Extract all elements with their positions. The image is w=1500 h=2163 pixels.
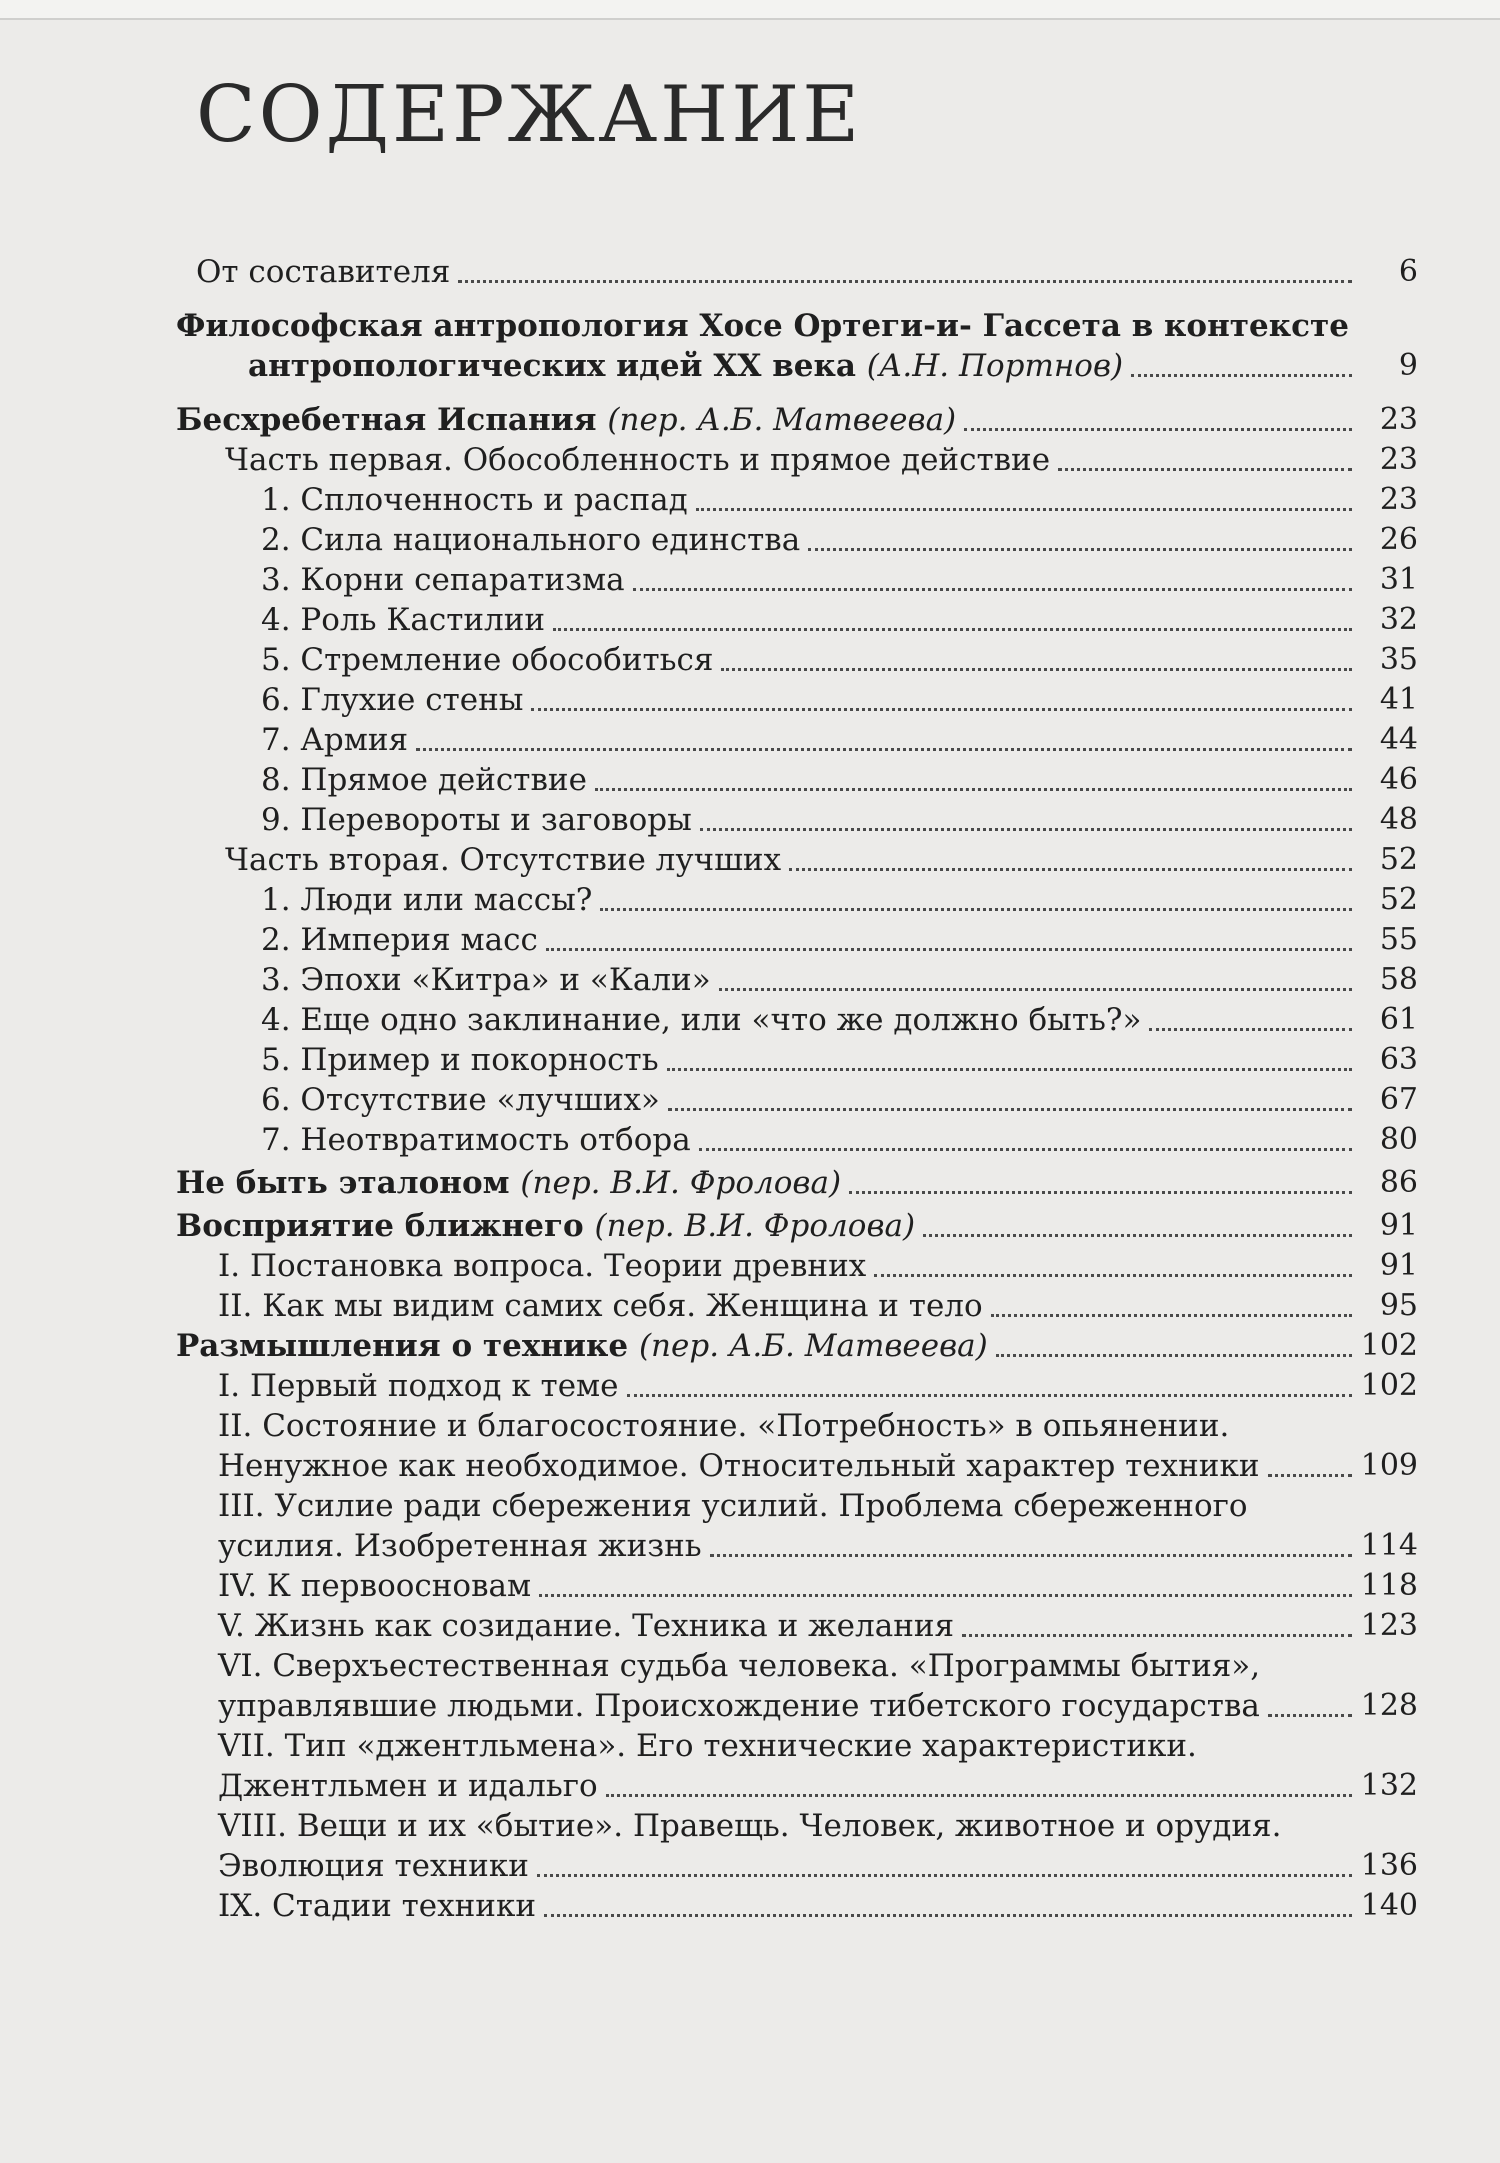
toc-entry-title: 7. Армия [261, 722, 409, 758]
dot-leader [537, 1873, 1352, 1877]
toc-page-number: 132 [1360, 1768, 1418, 1803]
toc-entry-title: 9. Перевороты и заговоры [261, 802, 692, 838]
toc-entry-title: V. Жизнь как созидание. Техника и желания [218, 1608, 955, 1644]
toc-entry[interactable] [0, 800, 1500, 840]
toc-page-number: 32 [1379, 602, 1418, 637]
dot-leader [553, 627, 1352, 631]
toc-entry-author: пер. В.И. Фролова [532, 1165, 829, 1201]
toc-entry-title: Часть вторая. Отсутствие лучших [225, 842, 782, 878]
toc-entry-title: I. Постановка вопроса. Теории древних [218, 1248, 867, 1284]
toc-entry[interactable] [0, 840, 1500, 880]
toc-entry-title: Размышления о технике [176, 1328, 629, 1364]
dot-leader [719, 987, 1352, 991]
toc-page-number: 46 [1379, 762, 1418, 797]
toc-entry-title: От составителя [196, 254, 451, 290]
toc-page-number: 48 [1379, 802, 1418, 837]
toc-entry-title-line-2: Эволюция техники [218, 1848, 529, 1884]
toc-entry-title: 6. Глухие стены [261, 682, 524, 718]
toc-entry[interactable] [0, 1566, 1500, 1606]
toc-page-number: 123 [1360, 1608, 1418, 1643]
toc-entry-title-line-1: VI. Сверхъестественная судьба человека. «Программы бытия», [218, 1648, 1261, 1684]
toc-page-number: 41 [1379, 682, 1418, 717]
dot-leader [1268, 1473, 1353, 1477]
toc-page-number: 95 [1379, 1288, 1418, 1323]
toc-entry-title-line-2: антропологических идей XX века [248, 348, 856, 384]
toc-entry-title: Часть первая. Обособленность и прямое действие [225, 442, 1051, 478]
dot-leader [539, 1593, 1352, 1597]
toc-entry-title: 1. Сплоченность и распад [261, 482, 688, 518]
toc-entry[interactable]: Не быть эталоном (пер. В.И. Фролова) 86 [176, 1165, 1418, 1201]
toc-entry-title-line-2: Ненужное как необходимое. Относительный характер техники [218, 1448, 1260, 1484]
toc-entry-title: 5. Стремление обособиться [261, 642, 714, 678]
toc-entry-title: 7. Неотвратимость отбора [261, 1122, 691, 1158]
dot-leader [964, 427, 1352, 431]
toc-entry-title: Бесхребетная Испания [176, 402, 597, 438]
toc-entry[interactable] [0, 1040, 1500, 1080]
toc-entry[interactable] [0, 920, 1500, 960]
toc-page-number: 23 [1379, 482, 1418, 517]
toc-page-number: 118 [1360, 1568, 1418, 1603]
toc-page-number: 109 [1360, 1448, 1418, 1483]
toc-page-number: 140 [1360, 1888, 1418, 1923]
toc-entry[interactable] [0, 600, 1500, 640]
toc-page-number: 6 [1398, 254, 1418, 289]
dot-leader [696, 507, 1352, 511]
toc-entry-title: 2. Империя масс [261, 922, 538, 958]
toc-entry[interactable] [0, 880, 1500, 920]
dot-leader [458, 279, 1352, 283]
toc-page-number: 23 [1379, 442, 1418, 477]
dot-leader [633, 587, 1352, 591]
dot-leader [606, 1793, 1352, 1797]
dot-leader [1131, 373, 1352, 377]
dot-leader [595, 787, 1352, 791]
table-of-contents [0, 250, 1500, 1926]
toc-entry[interactable] [0, 640, 1500, 680]
toc-entry[interactable] [0, 720, 1500, 760]
dot-leader [923, 1233, 1352, 1237]
toc-entry-title-line-1: II. Состояние и благосостояние. «Потребность» в опьянении. [218, 1408, 1230, 1444]
dot-leader [668, 1107, 1352, 1111]
toc-entry-title: Восприятие ближнего [176, 1208, 584, 1244]
toc-entry-title: 6. Отсутствие «лучших» [261, 1082, 660, 1118]
toc-entry-title-line-2: Джентльмен и идальго [218, 1768, 598, 1804]
toc-entry[interactable]: Размышления о технике (пер. А.Б. Матвеева) 102 [176, 1328, 1418, 1364]
toc-page-number: 52 [1379, 842, 1418, 877]
dot-leader [546, 947, 1352, 951]
toc-entry-title: 4. Еще одно заклинание, или «что же должно быть?» [261, 1002, 1142, 1038]
dot-leader [1058, 467, 1352, 471]
toc-entry-title: Не быть эталоном [176, 1165, 510, 1201]
toc-page-number: 80 [1379, 1122, 1418, 1157]
toc-entry[interactable] [0, 1120, 1500, 1160]
toc-entry-author: А.Н. Портнов [878, 348, 1112, 384]
toc-entry[interactable] [0, 680, 1500, 720]
toc-entry[interactable] [0, 1366, 1500, 1406]
dot-leader [667, 1067, 1352, 1071]
dot-leader [544, 1913, 1352, 1917]
toc-entry-author: пер. В.И. Фролова [606, 1208, 903, 1244]
dot-leader [416, 747, 1352, 751]
dot-leader [699, 1147, 1352, 1151]
toc-page-number: 9 [1398, 348, 1418, 383]
toc-page-number: 67 [1379, 1082, 1418, 1117]
toc-entry-title: 1. Люди или массы? [261, 882, 593, 918]
toc-entry[interactable]: Восприятие ближнего (пер. В.И. Фролова) 91 [176, 1208, 1418, 1244]
dot-leader [710, 1553, 1352, 1557]
toc-page-number: 63 [1379, 1042, 1418, 1077]
toc-entry[interactable] [0, 1000, 1500, 1040]
dot-leader [808, 547, 1352, 551]
dot-leader [996, 1353, 1352, 1357]
toc-page-number: 35 [1379, 642, 1418, 677]
toc-page-number: 61 [1379, 1002, 1418, 1037]
toc-entry[interactable] [0, 520, 1500, 560]
toc-entry-title: 4. Роль Кастилии [261, 602, 546, 638]
toc-entry-title: I. Первый подход к теме [218, 1368, 619, 1404]
toc-entry[interactable] [0, 1646, 1500, 1726]
toc-page-number: 23 [1379, 402, 1418, 437]
toc-entry-title: 3. Эпохи «Китра» и «Кали» [261, 962, 711, 998]
toc-entry[interactable] [0, 960, 1500, 1000]
toc-page-number: 102 [1360, 1368, 1418, 1403]
toc-entry-author: пер. А.Б. Матвеева [651, 1328, 976, 1364]
toc-entry-title: IV. К первоосновам [218, 1568, 532, 1604]
dot-leader [991, 1313, 1352, 1317]
dot-leader [600, 907, 1352, 911]
dot-leader [849, 1190, 1352, 1194]
dot-leader [627, 1393, 1352, 1397]
toc-entry[interactable] [0, 440, 1500, 480]
toc-page-number: 26 [1379, 522, 1418, 557]
dot-leader [700, 827, 1352, 831]
toc-entry-title-line-2: управлявшие людьми. Происхождение тибетского государства [218, 1688, 1260, 1724]
toc-page-number: 44 [1379, 722, 1418, 757]
toc-entry-title: 3. Корни сепаратизма [261, 562, 625, 598]
toc-page-number: 52 [1379, 882, 1418, 917]
toc-entry[interactable] [0, 760, 1500, 800]
dot-leader [874, 1273, 1352, 1277]
toc-entry-title-line-1: Философская антропология Хосе Ортеги-и- Гассета в контексте [176, 308, 1349, 344]
toc-page-number: 55 [1379, 922, 1418, 957]
dot-leader [1268, 1713, 1352, 1717]
toc-entry[interactable] [0, 480, 1500, 520]
dot-leader [1149, 1027, 1352, 1031]
toc-entry[interactable] [0, 1886, 1500, 1926]
toc-page-number: 58 [1379, 962, 1418, 997]
toc-entry[interactable] [0, 1606, 1500, 1646]
toc-entry[interactable] [0, 1246, 1500, 1286]
toc-entry-title: 5. Пример и покорность [261, 1042, 659, 1078]
toc-entry-title: IX. Стадии техники [218, 1888, 536, 1924]
toc-page-number: 86 [1379, 1165, 1418, 1200]
toc-entry[interactable] [0, 560, 1500, 600]
toc-entry-author: пер. А.Б. Матвеева [619, 402, 945, 438]
toc-page-number: 128 [1360, 1688, 1418, 1723]
toc-entry[interactable] [0, 1406, 1500, 1486]
toc-entry[interactable]: Философская антропология Хосе Ортеги-и- Гассета в контексте антропологических идей XX века (А.Н. Портнов) 9 [176, 308, 1418, 384]
toc-entry-title: 2. Сила национального единства [261, 522, 801, 558]
toc-page-number: 102 [1360, 1328, 1418, 1363]
toc-entry[interactable] [0, 250, 1500, 292]
toc-page-number: 114 [1360, 1528, 1418, 1563]
toc-entry-title: 8. Прямое действие [261, 762, 587, 798]
toc-page-number: 91 [1379, 1208, 1418, 1243]
toc-entry[interactable] [0, 1486, 1500, 1566]
dot-leader [531, 707, 1352, 711]
toc-entry-title: II. Как мы видим самих себя. Женщина и тело [218, 1288, 983, 1324]
toc-entry-title-line-2: усилия. Изобретенная жизнь [218, 1528, 702, 1564]
toc-entry-title-line-1: VIII. Вещи и их «бытие». Правещь. Человек, животное и орудия. [218, 1808, 1282, 1844]
toc-page-number: 91 [1379, 1248, 1418, 1283]
dot-leader [721, 667, 1352, 671]
toc-page-number: 136 [1360, 1848, 1418, 1883]
toc-entry-title-line-1: VII. Тип «джентльмена». Его технические характеристики. [218, 1728, 1197, 1764]
toc-page-number: 31 [1379, 562, 1418, 597]
dot-leader [789, 867, 1352, 871]
toc-entry[interactable] [0, 1726, 1500, 1806]
toc-entry[interactable] [0, 1080, 1500, 1120]
toc-entry[interactable] [0, 1286, 1500, 1326]
page-title: СОДЕРЖАНИЕ [196, 70, 863, 160]
toc-entry[interactable]: Бесхребетная Испания (пер. А.Б. Матвеева) 23 [176, 402, 1418, 438]
dot-leader [962, 1633, 1352, 1637]
toc-entry[interactable] [0, 1806, 1500, 1886]
toc-entry-title-line-1: III. Усилие ради сбережения усилий. Проблема сбереженного [218, 1488, 1248, 1524]
